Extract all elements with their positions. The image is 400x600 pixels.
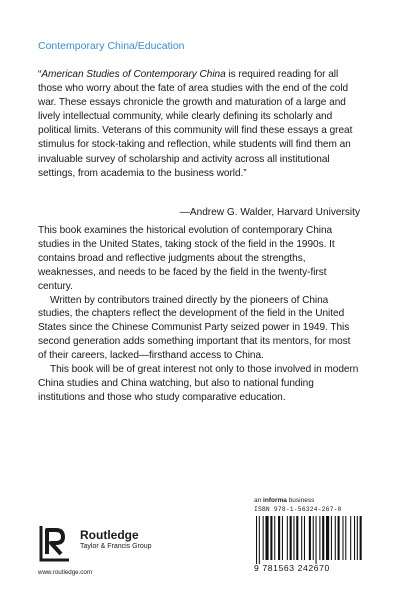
informa-tagline: an informa business — [254, 497, 315, 504]
barcode-bar — [270, 516, 272, 560]
barcode-bar — [301, 516, 302, 560]
publisher-url[interactable]: www.routledge.com — [38, 569, 92, 576]
barcode-bar — [335, 516, 336, 560]
routledge-logo-icon — [38, 524, 72, 562]
barcode-bar — [354, 516, 355, 560]
isbn-label: ISBN 978-1-56324-267-0 — [254, 506, 342, 513]
barcode-bar — [256, 516, 257, 564]
barcode-bar — [263, 516, 264, 560]
informa-word: informa — [263, 497, 287, 504]
description-paragraph-2: Written by contributors trained directly by the pioneers of China studies, the chapters reflect the development of the field in the United States since the Chinese Communist Party seized power in 1949. This second generation adds something important that its mentors, for most of their careers, lacked—firsthand access to China. — [38, 294, 351, 362]
barcode-image — [254, 516, 362, 564]
endorsement-quote — [38, 68, 360, 181]
barcode-bar — [290, 516, 292, 560]
quote-open-mark: “ — [38, 69, 42, 80]
barcode-bar — [357, 516, 358, 560]
barcode-bar — [309, 516, 311, 560]
barcode-bar — [274, 516, 275, 560]
quote-attribution: —Andrew G. Walder, Harvard University — [179, 207, 360, 218]
quote-book-title: American Studies of Contemporary China — [41, 69, 226, 80]
barcode-bar — [265, 516, 268, 560]
category-label: Contemporary China/Education — [38, 40, 185, 52]
barcode-bar — [331, 516, 332, 560]
description-paragraph-3: This book will be of great interest not only to those involved in modern China studies and China watching, but also to national funding institutions and those who study comparative education. — [38, 364, 359, 403]
barcode-bar — [345, 516, 346, 560]
barcode-bar — [319, 516, 320, 560]
barcode-bar — [313, 516, 314, 560]
barcode-bar — [322, 516, 324, 560]
barcode-bar — [342, 516, 343, 560]
barcode-bar — [278, 516, 280, 560]
barcode-bar — [338, 516, 340, 560]
barcode-bar — [316, 516, 317, 564]
description-paragraph-1: This book examines the historical evolution of contemporary China studies in the United States, taking stock of the field in the 1990s. It contains broad and reflective judgments about the strengths, weaknesses, and needs to be faced by the field in the twenty-first century. — [38, 225, 335, 292]
book-description — [38, 224, 360, 405]
quote-body: is required reading for all those who worry about the fate of area studies with the end of the cold war. These essays chronicle the growth and maturation of a large and lively intellectual community, while clearly defining its scholarly and political limits. Veterans of this community will find these essays a great stimulus for stock-taking and reflection, while students will find them an invaluable survey of scholarship and activity across all institutional settings, from academia to the business world.” — [38, 69, 353, 179]
barcode-bar — [282, 516, 283, 560]
barcode-bar — [304, 516, 305, 560]
barcode-bar — [350, 516, 351, 560]
publisher-group: Taylor & Francis Group — [80, 543, 152, 550]
barcode-bar — [287, 516, 288, 560]
barcode-bar — [259, 516, 260, 564]
barcode-bar — [326, 516, 329, 560]
publisher-name: Routledge — [80, 528, 139, 542]
barcode-bar — [293, 516, 294, 560]
barcode-number: 9 781563 242670 — [254, 563, 330, 573]
barcode-bar — [360, 516, 362, 560]
barcode-bar — [296, 516, 298, 560]
